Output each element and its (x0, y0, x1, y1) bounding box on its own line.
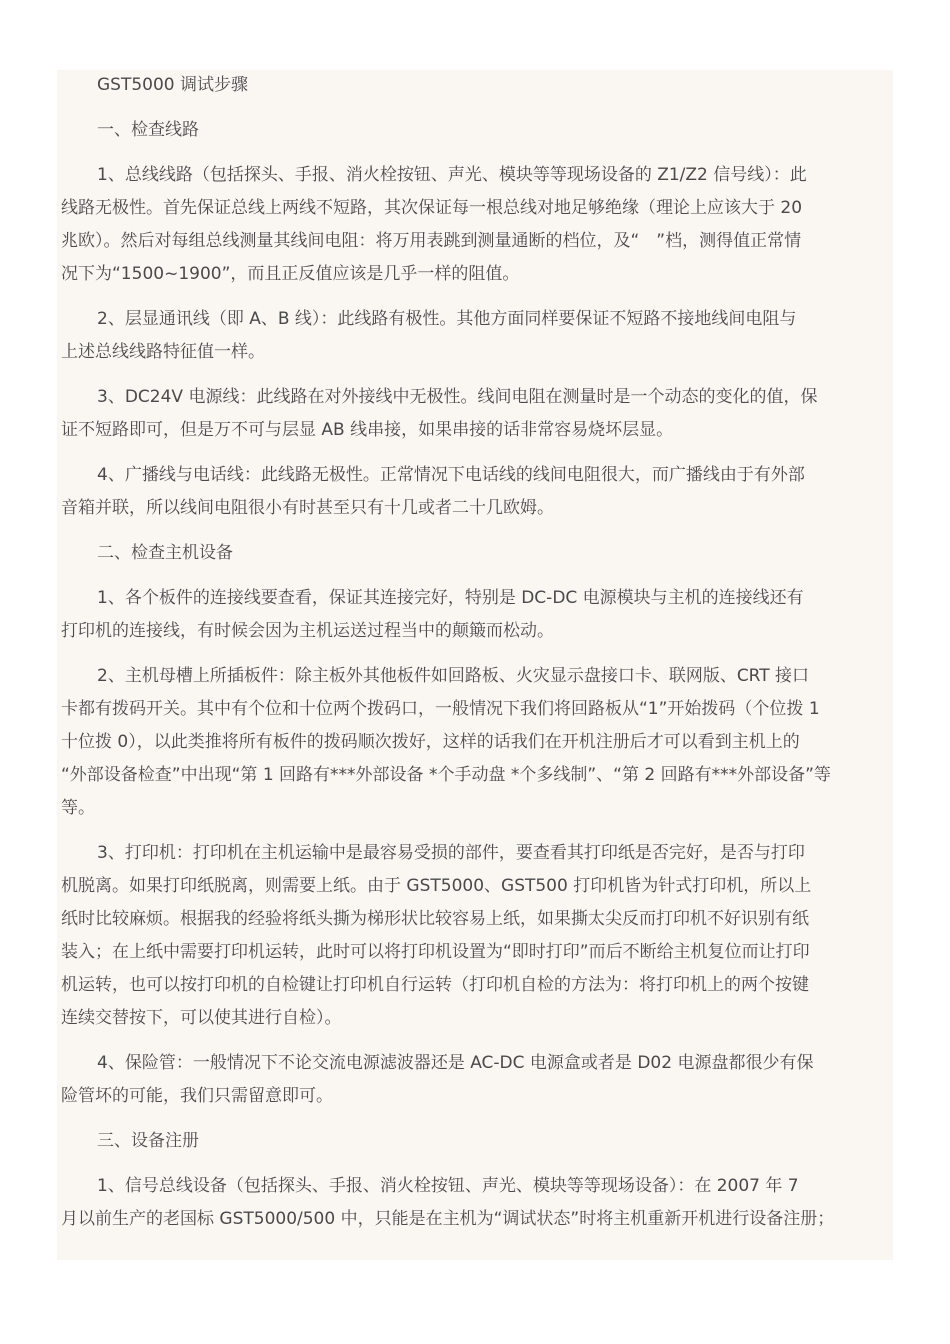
paragraph-line: 2、主机母槽上所插板件：除主板外其他板件如回路板、火灾显示盘接口卡、联网版、CRT 接口 (97, 666, 810, 686)
paragraph-line: 4、广播线与电话线：此线路无极性。正常情况下电话线的线间电阻很大，而广播线由于有外部 (97, 465, 805, 485)
paragraph-line: 连续交替按下，可以使其进行自检）。 (61, 1008, 342, 1028)
paragraph-line: 兆欧）。然后对每组总线测量其线间电阻：将万用表跳到测量通断的档位，及“ ”档，测得值正常情 (61, 231, 802, 251)
paragraph-line: 1、信号总线设备（包括探头、手报、消火栓按钮、声光、模块等等现场设备）：在 2007 年 7 (97, 1176, 799, 1196)
paragraph-line: 1、总线线路（包括探头、手报、消火栓按钮、声光、模块等等现场设备的 Z1/Z2 信号线）：此 (97, 165, 807, 185)
paragraph-board-connections (61, 582, 889, 648)
paragraph-signal-bus-devices (61, 1170, 889, 1236)
paragraph-printer (61, 837, 889, 1035)
paragraph-line: 3、DC24V 电源线：此线路在对外接线中无极性。线间电阻在测量时是一个动态的变化的值，保 (97, 387, 818, 407)
paragraph-line: 打印机的连接线，有时候会因为主机运送过程当中的颠簸而松动。 (61, 621, 554, 641)
paragraph-line: 4、保险管：一般情况下不论交流电源滤波器还是 AC-DC 电源盒或者是 D02 电源盘都很少有保 (97, 1053, 814, 1073)
paragraph-line: 3、打印机：打印机在主机运输中是最容易受损的部件，要查看其打印纸是否完好，是否与打印 (97, 843, 805, 863)
paragraph-line: 况下为“1500~1900”，而且正反值应该是几乎一样的阻值。 (61, 264, 520, 284)
paragraph-line: 证不短路即可，但是万不可与层显 AB 线串接，如果串接的话非常容易烧坏层显。 (61, 420, 674, 440)
paragraph-floor-display-line (61, 303, 889, 369)
section-heading-check-host: 二、检查主机设备 (97, 543, 233, 563)
section-heading-device-registration: 三、设备注册 (97, 1131, 199, 1151)
paragraph-line: 月以前生产的老国标 GST5000/500 中，只能是在主机为“调试状态”时将主机重新开机进行设备注册； (61, 1209, 835, 1229)
paragraph-line: 1、各个板件的连接线要查看，保证其连接完好，特别是 DC-DC 电源模块与主机的连接线还有 (97, 588, 804, 608)
paragraph-line: 装入；在上纸中需要打印机运转，此时可以将打印机设置为“即时打印”而后不断给主机复位而让打印 (61, 942, 810, 962)
paragraph-line: 2、层显通讯线（即 A、B 线）：此线路有极性。其他方面同样要保证不短路不接地线间电阻与 (97, 309, 797, 329)
paragraph-line: 机脱离。如果打印纸脱离，则需要上纸。由于 GST5000、GST500 打印机皆为针式打印机，所以上 (61, 876, 812, 896)
paragraph-line: 卡都有拨码开关。其中有个位和十位两个拨码口，一般情况下我们将回路板从“1”开始拨码（个位拨 1 (61, 699, 820, 719)
section-heading-check-lines: 一、检查线路 (97, 120, 199, 140)
paragraph-line: 十位拨 0），以此类推将所有板件的拨码顺次拨好，这样的话我们在开机注册后才可以看到主机上的 (61, 732, 800, 752)
paragraph-line: “外部设备检查”中出现“第 1 回路有***外部设备 *个手动盘 *个多线制”、“第 2 回路有***外部设备”等 (61, 765, 831, 785)
paragraph-power-line (61, 381, 889, 447)
paragraph-fuse (61, 1047, 889, 1113)
paragraph-line: 音箱并联，所以线间电阻很小有时甚至只有十几或者二十几欧姆。 (61, 498, 554, 518)
document-page (57, 70, 893, 1260)
paragraph-slot-boards (61, 660, 889, 825)
paragraph-line: 机运转，也可以按打印机的自检键让打印机自行运转（打印机自检的方法为：将打印机上的两个按键 (61, 975, 809, 995)
paragraph-line: 线路无极性。首先保证总线上两线不短路，其次保证每一根总线对地足够绝缘（理论上应该大于 20 (61, 198, 803, 218)
document-title: GST5000 调试步骤 (97, 75, 249, 95)
paragraph-broadcast-phone-line (61, 459, 889, 525)
paragraph-line: 险管坏的可能，我们只需留意即可。 (61, 1086, 333, 1106)
paragraph-bus-line (61, 159, 889, 291)
paragraph-line: 纸时比较麻烦。根据我的经验将纸头撕为梯形状比较容易上纸，如果撕太尖反而打印机不好识别有纸 (61, 909, 809, 929)
paragraph-line: 上述总线线路特征值一样。 (61, 342, 265, 362)
paragraph-line: 等。 (61, 798, 95, 818)
